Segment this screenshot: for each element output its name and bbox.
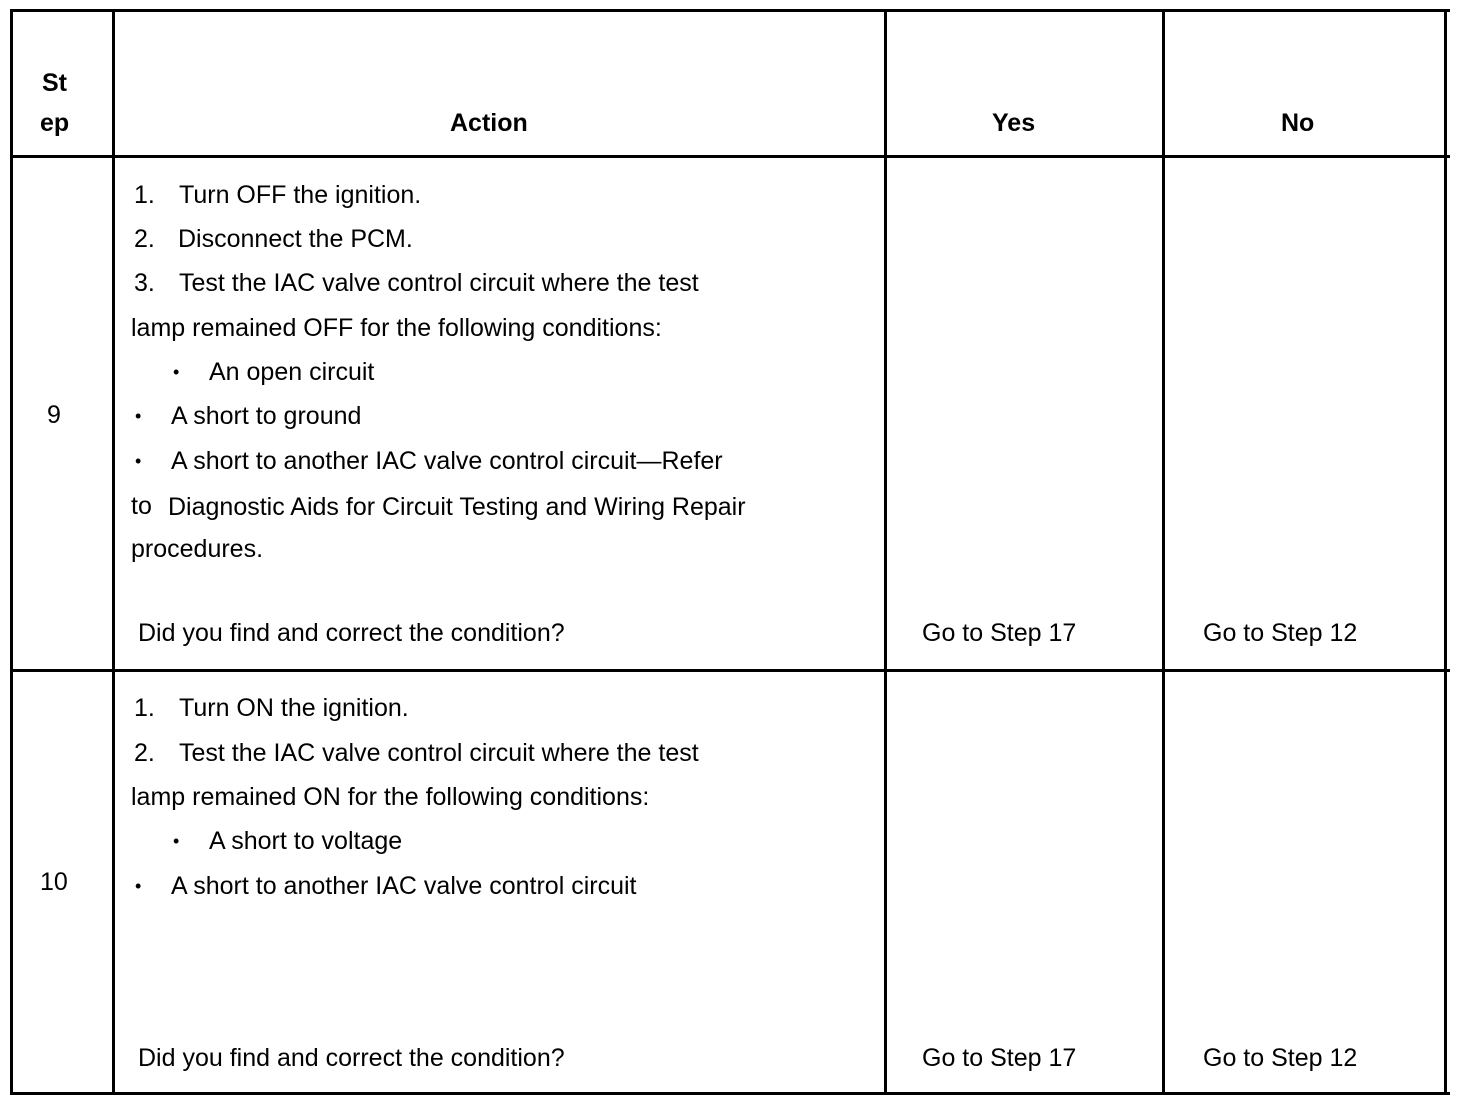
row-9-num-3: 3. [134, 269, 155, 297]
row-10-no: Go to Step 12 [1203, 1044, 1358, 1072]
bullet-icon: • [135, 876, 142, 896]
header-divider [10, 155, 1450, 158]
row-9-line-3: Test the IAC valve control circuit where the test [179, 269, 699, 297]
row-10-line-4: A short to voltage [209, 827, 403, 855]
row-9-line-8: Diagnostic Aids for Circuit Testing and Wiring Repair [168, 493, 746, 521]
row-10-step: 10 [40, 868, 68, 896]
row-9-step: 9 [47, 401, 61, 429]
row-10-line-5: A short to another IAC valve control circuit [171, 872, 637, 900]
row-9-line-4: lamp remained OFF for the following conditions: [131, 314, 662, 342]
row-10-yes: Go to Step 17 [922, 1044, 1077, 1072]
row-9-num-1: 1. [134, 181, 155, 209]
row-10-question: Did you find and correct the condition? [138, 1044, 565, 1072]
row-9-no: Go to Step 12 [1203, 619, 1358, 647]
row-10-line-2: Test the IAC valve control circuit where the test [179, 739, 699, 767]
row-9-num-2: 2. [134, 225, 155, 253]
bullet-icon: • [173, 831, 180, 851]
bullet-icon: • [173, 362, 180, 382]
row-10-line-3: lamp remained ON for the following conditions: [131, 783, 650, 811]
row-10-num-1: 1. [134, 694, 155, 722]
table-border-right [1444, 9, 1447, 1095]
bullet-icon: • [135, 406, 142, 426]
row-9-line-9: procedures. [131, 535, 264, 563]
column-divider-action [884, 9, 887, 1095]
row-10-num-2: 2. [134, 739, 155, 767]
row-9-question: Did you find and correct the condition? [138, 619, 565, 647]
header-no: No [1281, 109, 1315, 137]
header-step-line1: St [42, 69, 67, 97]
column-divider-step [112, 9, 115, 1095]
column-divider-yes [1162, 9, 1165, 1095]
header-step-line2: ep [40, 109, 70, 137]
row-9-line-2: Disconnect the PCM. [178, 225, 413, 253]
row-9-line-1: Turn OFF the ignition. [179, 181, 422, 209]
row-9-line-8-prefix: to [131, 492, 152, 520]
table-border-left [10, 9, 13, 1095]
table-border-top [10, 9, 1450, 12]
row-9-line-7: A short to another IAC valve control circuit—Refer [171, 447, 723, 475]
row-9-line-5: An open circuit [209, 358, 375, 386]
table-border-bottom [10, 1092, 1450, 1095]
row-10-line-1: Turn ON the ignition. [179, 694, 409, 722]
row-divider [10, 669, 1450, 672]
bullet-icon: • [135, 451, 142, 471]
row-9-line-6: A short to ground [171, 402, 362, 430]
row-9-yes: Go to Step 17 [922, 619, 1077, 647]
header-action: Action [450, 109, 528, 137]
header-yes: Yes [992, 109, 1036, 137]
